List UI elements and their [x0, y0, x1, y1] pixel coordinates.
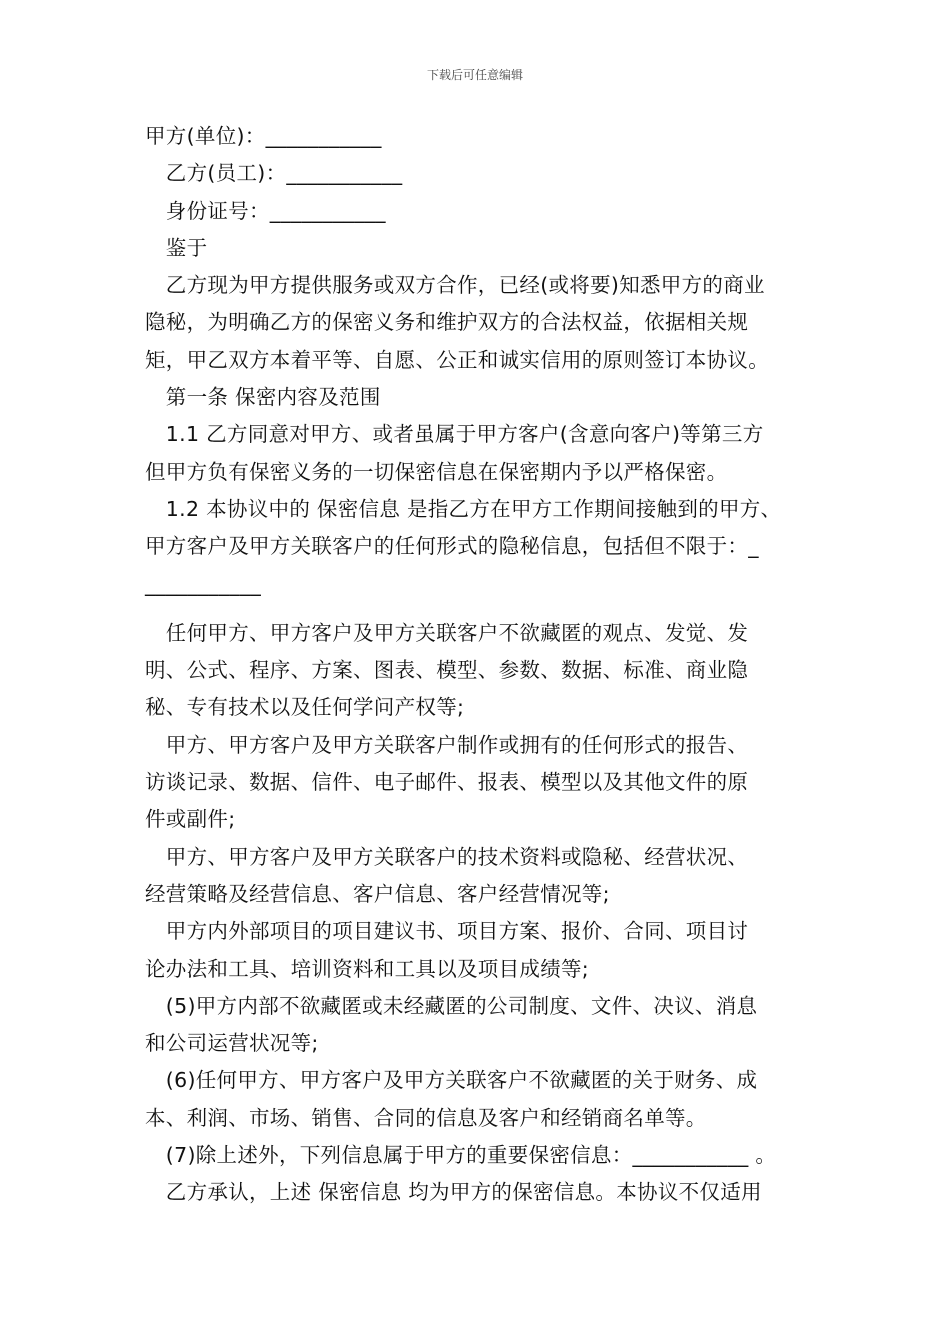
clause-1-2-line: 甲方客户及甲方关联客户的任何形式的隐秘信息，包括但不限于：_ — [145, 534, 759, 559]
document-body — [145, 118, 835, 1212]
party-a-line: 甲方(单位)：___________ — [145, 124, 382, 148]
item-3-line: 甲方、甲方客户及甲方关联客户的技术资料或隐秘、经营状况、 — [145, 844, 749, 869]
party-b-line: 乙方(员工)：___________ — [145, 161, 403, 186]
item-2-line: 件或副件; — [145, 807, 236, 832]
item-4-line: 甲方内外部项目的项目建议书、项目方案、报价、合同、项目讨 — [145, 919, 749, 944]
article-one-heading: 第一条 保密内容及范围 — [145, 385, 381, 410]
preamble-line: 矩，甲乙双方本着平等、自愿、公正和诚实信用的原则签订本协议。 — [145, 347, 769, 372]
item-2-line: 访谈记录、数据、信件、电子邮件、报表、模型以及其他文件的原 — [145, 770, 749, 795]
spacer — [145, 603, 835, 615]
preamble-line: 乙方现为甲方提供服务或双方合作，已经(或将要)知悉甲方的商业 — [145, 273, 765, 298]
page-header: 下载后可任意编辑 — [426, 68, 523, 82]
clause-1-1-line: 1.1 乙方同意对甲方、或者虽属于甲方客户(含意向客户)等第三方 — [145, 422, 764, 447]
item-1-line: 任何甲方、甲方客户及甲方关联客户不欲藏匿的观点、发觉、发 — [145, 620, 749, 645]
item-4-line: 论办法和工具、培训资料和工具以及项目成绩等; — [145, 956, 590, 981]
item-2-line: 甲方、甲方客户及甲方关联客户制作或拥有的任何形式的报告、 — [145, 732, 749, 757]
item-6-line: (6)任何甲方、甲方客户及甲方关联客户不欲藏匿的关于财务、成 — [145, 1068, 758, 1093]
item-3-line: 经营策略及经营信息、客户信息、客户经营情况等; — [145, 881, 610, 906]
item-5-line: 和公司运营状况等; — [145, 1031, 319, 1056]
preamble-line: 隐秘，为明确乙方的保密义务和维护双方的合法权益，依据相关规 — [145, 310, 749, 335]
item-1-line: 明、公式、程序、方案、图表、模型、参数、数据、标准、商业隐 — [145, 658, 749, 683]
item-6-line: 本、利润、市场、销售、合同的信息及客户和经销商名单等。 — [145, 1105, 707, 1130]
item-1-line: 秘、专有技术以及任何学问产权等; — [145, 695, 465, 720]
acknowledgement-line: 乙方承认，上述 保密信息 均为甲方的保密信息。本协议不仅适用 — [145, 1180, 762, 1205]
clause-1-1-line: 但甲方负有保密义务的一切保密信息在保密期内予以严格保密。 — [145, 459, 728, 484]
id-number-line: 身份证号：___________ — [145, 198, 386, 223]
whereas-heading: 鉴于 — [145, 235, 208, 260]
clause-1-2-blank: ___________ — [145, 571, 262, 596]
item-5-line: (5)甲方内部不欲藏匿或未经藏匿的公司制度、文件、决议、消息 — [145, 993, 758, 1018]
item-7-line: (7)除上述外，下列信息属于甲方的重要保密信息：___________ 。 — [145, 1143, 777, 1168]
clause-1-2-line: 1.2 本协议中的 保密信息 是指乙方在甲方工作期间接触到的甲方、 — [145, 496, 782, 521]
